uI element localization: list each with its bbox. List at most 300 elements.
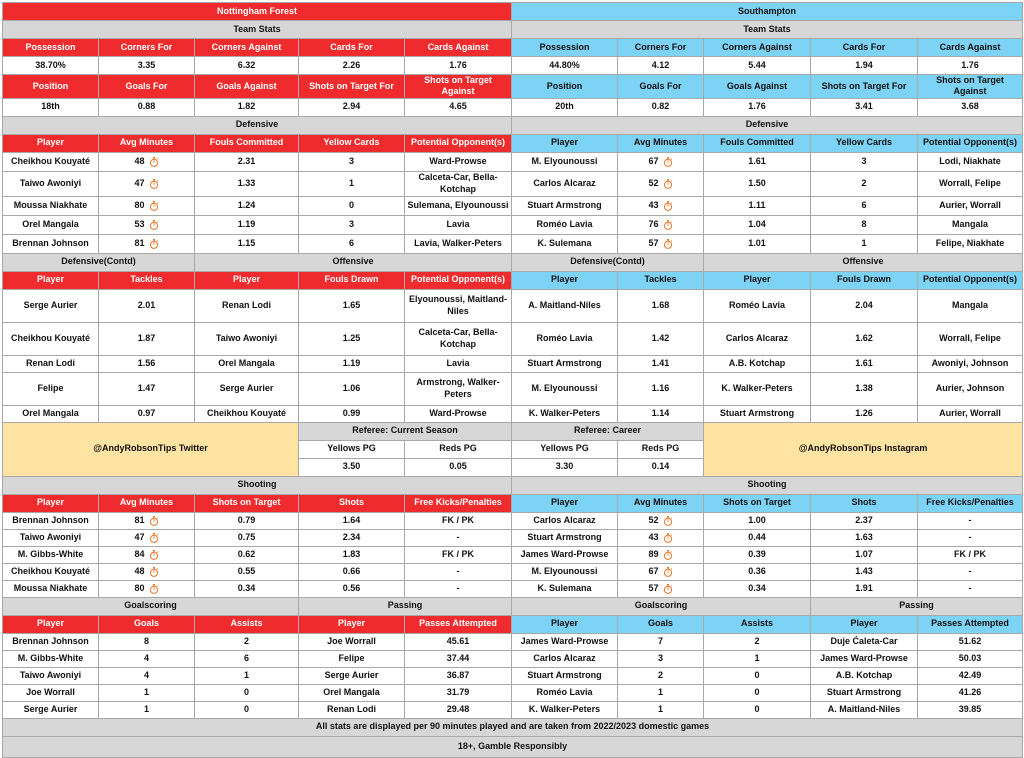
avg-minutes-value: 43 xyxy=(648,531,659,542)
corners-for-header: Corners For xyxy=(618,39,704,57)
home-team-stats-heading: Team Stats xyxy=(3,21,512,39)
avg-minutes-value: 84 xyxy=(134,548,145,559)
potential-opponents: Mangala xyxy=(918,215,1023,234)
shots: 0.56 xyxy=(299,580,405,597)
passes-attempted-value: 39.85 xyxy=(918,701,1023,718)
tackles-value: 0.97 xyxy=(99,405,195,422)
tackles-value: 2.01 xyxy=(99,289,195,322)
avg-minutes-value: 53 xyxy=(134,218,145,229)
stopwatch-icon xyxy=(149,220,159,230)
cards-for-header: Cards For xyxy=(811,39,918,57)
avg-minutes-value: 47 xyxy=(134,531,145,542)
shots: 1.63 xyxy=(811,529,918,546)
away-offensive-heading: Offensive xyxy=(704,253,1023,271)
player-name: Stuart Armstrong xyxy=(512,667,618,684)
player-name: Renan Lodi xyxy=(195,289,299,322)
assists-header: Assists xyxy=(195,615,299,633)
avg-minutes xyxy=(618,171,704,196)
away-goals-for: 0.82 xyxy=(618,98,704,116)
passes-attempted-value: 45.61 xyxy=(405,633,512,650)
avg-minutes xyxy=(99,563,195,580)
assists-value: 1 xyxy=(704,650,811,667)
table-row xyxy=(3,667,1023,684)
shots: 2.34 xyxy=(299,529,405,546)
position-header: Position xyxy=(512,75,618,99)
stopwatch-icon xyxy=(149,516,159,526)
cards-for-header: Cards For xyxy=(299,39,405,57)
shots-on-target: 0.36 xyxy=(704,563,811,580)
passes-attempted-value: 37.44 xyxy=(405,650,512,667)
fouls-drawn-value: 1.06 xyxy=(299,372,405,405)
player-name: Joe Worrall xyxy=(299,633,405,650)
table-row xyxy=(3,322,1023,355)
player-name: Carlos Alcaraz xyxy=(704,322,811,355)
possession-header: Possession xyxy=(512,39,618,57)
free-kicks-penalties: - xyxy=(918,580,1023,597)
fouls-drawn-value: 1.65 xyxy=(299,289,405,322)
table-row xyxy=(3,563,1023,580)
avg-minutes-value: 57 xyxy=(648,237,659,248)
avg-minutes-value: 81 xyxy=(134,514,145,525)
stopwatch-icon xyxy=(663,201,673,211)
shots: 1.91 xyxy=(811,580,918,597)
instagram-handle: @AndyRobsonTips Instagram xyxy=(704,422,1023,476)
table-row xyxy=(3,152,1023,171)
away-goals-against: 1.76 xyxy=(704,98,811,116)
passes-attempted-value: 31.79 xyxy=(405,684,512,701)
player-name: Roméo Lavia xyxy=(512,684,618,701)
shots-on-target: 0.34 xyxy=(704,580,811,597)
assists-value: 0 xyxy=(704,684,811,701)
table-row xyxy=(3,684,1023,701)
table-row xyxy=(3,494,1023,512)
avg-minutes xyxy=(99,215,195,234)
potential-opponents: Aurier, Johnson xyxy=(918,372,1023,405)
table-row xyxy=(3,422,1023,440)
assists-value: 0 xyxy=(195,701,299,718)
avg-minutes-value: 67 xyxy=(648,155,659,166)
potential-opponents-header: Potential Opponent(s) xyxy=(918,271,1023,289)
avg-minutes-header: Avg Minutes xyxy=(99,494,195,512)
avg-minutes xyxy=(618,152,704,171)
goals-value: 2 xyxy=(618,667,704,684)
free-kicks-penalties: - xyxy=(405,580,512,597)
player-name: Taiwo Awoniyi xyxy=(3,529,99,546)
player-name: James Ward-Prowse xyxy=(512,546,618,563)
avg-minutes xyxy=(618,546,704,563)
goals-value: 7 xyxy=(618,633,704,650)
potential-opponents-header: Potential Opponent(s) xyxy=(405,271,512,289)
goals-value: 1 xyxy=(618,701,704,718)
player-name: Stuart Armstrong xyxy=(811,684,918,701)
player-header: Player xyxy=(512,615,618,633)
shots-header: Shots xyxy=(811,494,918,512)
player-header: Player xyxy=(3,134,99,152)
table-row xyxy=(3,355,1023,372)
fouls-committed: 1.01 xyxy=(704,234,811,253)
player-name: A. Maitland-Niles xyxy=(512,289,618,322)
assists-value: 0 xyxy=(195,684,299,701)
assists-value: 0 xyxy=(704,701,811,718)
potential-opponents: Lavia xyxy=(405,355,512,372)
stopwatch-icon xyxy=(149,179,159,189)
table-row xyxy=(3,615,1023,633)
reds-pg-label: Reds PG xyxy=(618,440,704,458)
potential-opponents: Calceta-Car, Bella-Kotchap xyxy=(405,322,512,355)
potential-opponents-header: Potential Opponent(s) xyxy=(405,134,512,152)
player-name: Moussa Niakhate xyxy=(3,580,99,597)
away-defensive-contd-heading: Defensive(Contd) xyxy=(512,253,704,271)
fouls-drawn-value: 1.62 xyxy=(811,322,918,355)
player-name: Carlos Alcaraz xyxy=(512,650,618,667)
tackles-value: 1.68 xyxy=(618,289,704,322)
player-header: Player xyxy=(3,271,99,289)
free-kicks-penalties: FK / PK xyxy=(918,546,1023,563)
potential-opponents: Lavia xyxy=(405,215,512,234)
shots-on-target-for-header: Shots on Target For xyxy=(299,75,405,99)
shots-on-target-header: Shots on Target xyxy=(704,494,811,512)
player-name: Orel Mangala xyxy=(3,215,99,234)
player-name: Serge Aurier xyxy=(299,667,405,684)
cards-against-header: Cards Against xyxy=(918,39,1023,57)
away-shooting-heading: Shooting xyxy=(512,476,1023,494)
potential-opponents: Worrall, Felipe xyxy=(918,322,1023,355)
player-name: K. Sulemana xyxy=(512,234,618,253)
potential-opponents: Felipe, Niakhate xyxy=(918,234,1023,253)
yellow-cards: 2 xyxy=(811,171,918,196)
free-kicks-header: Free Kicks/Penalties xyxy=(918,494,1023,512)
player-header: Player xyxy=(3,494,99,512)
player-header: Player xyxy=(811,615,918,633)
avg-minutes-value: 52 xyxy=(648,177,659,188)
stopwatch-icon xyxy=(149,201,159,211)
table-row xyxy=(3,529,1023,546)
potential-opponents: Awoniyi, Johnson xyxy=(918,355,1023,372)
stopwatch-icon xyxy=(149,550,159,560)
table-row xyxy=(3,650,1023,667)
table-row xyxy=(3,116,1023,134)
free-kicks-penalties: FK / PK xyxy=(405,546,512,563)
player-name: K. Sulemana xyxy=(512,580,618,597)
shots: 1.07 xyxy=(811,546,918,563)
fouls-committed: 2.31 xyxy=(195,152,299,171)
table-row xyxy=(3,597,1023,615)
yellow-cards: 3 xyxy=(299,152,405,171)
avg-minutes-value: 43 xyxy=(648,199,659,210)
potential-opponents: Ward-Prowse xyxy=(405,405,512,422)
footer-row xyxy=(3,736,1023,757)
table-row xyxy=(3,271,1023,289)
player-name: Cheikhou Kouyaté xyxy=(3,152,99,171)
player-name: M. Elyounoussi xyxy=(512,563,618,580)
home-passing-heading: Passing xyxy=(299,597,512,615)
avg-minutes-value: 67 xyxy=(648,565,659,576)
goals-value: 8 xyxy=(99,633,195,650)
player-name: Duje Ćaleta-Car xyxy=(811,633,918,650)
corners-against-header: Corners Against xyxy=(704,39,811,57)
away-cards-for: 1.94 xyxy=(811,57,918,75)
player-header: Player xyxy=(704,271,811,289)
yellow-cards: 8 xyxy=(811,215,918,234)
assists-value: 0 xyxy=(704,667,811,684)
player-name: M. Gibbs-White xyxy=(3,546,99,563)
player-name: M. Gibbs-White xyxy=(3,650,99,667)
tackles-header: Tackles xyxy=(618,271,704,289)
player-name: Taiwo Awoniyi xyxy=(3,667,99,684)
avg-minutes xyxy=(618,580,704,597)
player-name: Orel Mangala xyxy=(299,684,405,701)
stopwatch-icon xyxy=(663,550,673,560)
fouls-drawn-value: 1.61 xyxy=(811,355,918,372)
player-name: Carlos Alcaraz xyxy=(512,171,618,196)
fouls-committed: 1.04 xyxy=(704,215,811,234)
away-passing-heading: Passing xyxy=(811,597,1023,615)
player-name: Roméo Lavia xyxy=(704,289,811,322)
passes-attempted-value: 50.03 xyxy=(918,650,1023,667)
tackles-value: 1.87 xyxy=(99,322,195,355)
home-position: 18th xyxy=(3,98,99,116)
passes-attempted-value: 42.49 xyxy=(918,667,1023,684)
fouls-drawn-value: 0.99 xyxy=(299,405,405,422)
free-kicks-penalties: - xyxy=(918,563,1023,580)
player-header: Player xyxy=(512,271,618,289)
table-row xyxy=(3,171,1023,196)
player-name: Stuart Armstrong xyxy=(512,529,618,546)
stopwatch-icon xyxy=(663,533,673,543)
potential-opponents: Mangala xyxy=(918,289,1023,322)
table-row xyxy=(3,39,1023,57)
stopwatch-icon xyxy=(149,567,159,577)
tackles-value: 1.47 xyxy=(99,372,195,405)
table-row xyxy=(3,98,1023,116)
fouls-committed: 1.19 xyxy=(195,215,299,234)
player-name: Cheikhou Kouyaté xyxy=(3,322,99,355)
potential-opponents: Sulemana, Elyounoussi xyxy=(405,196,512,215)
fouls-drawn-value: 1.26 xyxy=(811,405,918,422)
away-sot-against: 3.68 xyxy=(918,98,1023,116)
table-row xyxy=(3,196,1023,215)
away-possession: 44.80% xyxy=(512,57,618,75)
avg-minutes-value: 48 xyxy=(134,565,145,576)
table-row xyxy=(3,633,1023,650)
cards-against-header: Cards Against xyxy=(405,39,512,57)
player-name: Cheikhou Kouyaté xyxy=(195,405,299,422)
table-row xyxy=(3,405,1023,422)
avg-minutes xyxy=(618,234,704,253)
home-sot-against: 4.65 xyxy=(405,98,512,116)
yellow-cards: 6 xyxy=(299,234,405,253)
player-name: Cheikhou Kouyaté xyxy=(3,563,99,580)
player-name: Stuart Armstrong xyxy=(512,355,618,372)
passes-attempted-header: Passes Attempted xyxy=(405,615,512,633)
table-row xyxy=(3,215,1023,234)
assists-value: 2 xyxy=(195,633,299,650)
potential-opponents-header: Potential Opponent(s) xyxy=(918,134,1023,152)
player-name: James Ward-Prowse xyxy=(512,633,618,650)
free-kicks-penalties: FK / PK xyxy=(405,512,512,529)
goals-for-header: Goals For xyxy=(99,75,195,99)
player-name: Serge Aurier xyxy=(3,289,99,322)
fouls-drawn-header: Fouls Drawn xyxy=(811,271,918,289)
potential-opponents: Armstrong, Walker-Peters xyxy=(405,372,512,405)
fouls-committed-header: Fouls Committed xyxy=(195,134,299,152)
tackles-value: 1.41 xyxy=(618,355,704,372)
player-name: Roméo Lavia xyxy=(512,322,618,355)
match-stats-table xyxy=(2,2,1023,758)
free-kicks-header: Free Kicks/Penalties xyxy=(405,494,512,512)
home-shooting-heading: Shooting xyxy=(3,476,512,494)
shots-on-target: 0.34 xyxy=(195,580,299,597)
avg-minutes-value: 81 xyxy=(134,237,145,248)
fouls-committed-header: Fouls Committed xyxy=(704,134,811,152)
potential-opponents: Lodi, Niakhate xyxy=(918,152,1023,171)
player-name: Brennan Johnson xyxy=(3,234,99,253)
player-name: Orel Mangala xyxy=(3,405,99,422)
away-position: 20th xyxy=(512,98,618,116)
goals-value: 1 xyxy=(99,701,195,718)
shots-on-target: 0.44 xyxy=(704,529,811,546)
avg-minutes-value: 80 xyxy=(134,199,145,210)
avg-minutes-value: 57 xyxy=(648,582,659,593)
shots-header: Shots xyxy=(299,494,405,512)
position-header: Position xyxy=(3,75,99,99)
player-name: A.B. Kotchap xyxy=(704,355,811,372)
player-header: Player xyxy=(512,134,618,152)
player-name: Orel Mangala xyxy=(195,355,299,372)
player-name: Serge Aurier xyxy=(195,372,299,405)
player-name: Renan Lodi xyxy=(299,701,405,718)
player-name: A.B. Kotchap xyxy=(811,667,918,684)
avg-minutes xyxy=(99,234,195,253)
goals-against-header: Goals Against xyxy=(704,75,811,99)
fouls-committed: 1.24 xyxy=(195,196,299,215)
home-defensive-heading: Defensive xyxy=(3,116,512,134)
potential-opponents: Ward-Prowse xyxy=(405,152,512,171)
player-name: Joe Worrall xyxy=(3,684,99,701)
home-cards-against: 1.76 xyxy=(405,57,512,75)
player-name: Roméo Lavia xyxy=(512,215,618,234)
gamble-responsibly-note: 18+, Gamble Responsibly xyxy=(3,736,1023,757)
shots-on-target-for-header: Shots on Target For xyxy=(811,75,918,99)
player-name: Taiwo Awoniyi xyxy=(195,322,299,355)
referee-current-reds: 0.05 xyxy=(405,458,512,476)
table-row xyxy=(3,476,1023,494)
home-team-title: Nottingham Forest xyxy=(3,3,512,21)
twitter-handle: @AndyRobsonTips Twitter xyxy=(3,422,299,476)
goals-value: 3 xyxy=(618,650,704,667)
passes-attempted-value: 36.87 xyxy=(405,667,512,684)
footer-row xyxy=(3,718,1023,736)
potential-opponents: Aurier, Worrall xyxy=(918,405,1023,422)
fouls-drawn-value: 1.19 xyxy=(299,355,405,372)
avg-minutes xyxy=(99,546,195,563)
passes-attempted-value: 41.26 xyxy=(918,684,1023,701)
footer-note: All stats are displayed per 90 minutes played and are taken from 2022/2023 domestic games xyxy=(3,718,1023,736)
corners-for-header: Corners For xyxy=(99,39,195,57)
referee-current-heading: Referee: Current Season xyxy=(299,422,512,440)
goals-value: 1 xyxy=(99,684,195,701)
free-kicks-penalties: - xyxy=(918,512,1023,529)
corners-against-header: Corners Against xyxy=(195,39,299,57)
potential-opponents: Worrall, Felipe xyxy=(918,171,1023,196)
avg-minutes xyxy=(618,512,704,529)
assists-value: 1 xyxy=(195,667,299,684)
assists-value: 6 xyxy=(195,650,299,667)
player-name: Brennan Johnson xyxy=(3,633,99,650)
fouls-drawn-header: Fouls Drawn xyxy=(299,271,405,289)
stopwatch-icon xyxy=(663,567,673,577)
yellow-cards: 3 xyxy=(811,152,918,171)
referee-current-yellows: 3.50 xyxy=(299,458,405,476)
away-corners-against: 5.44 xyxy=(704,57,811,75)
player-name: M. Elyounoussi xyxy=(512,152,618,171)
shots: 1.64 xyxy=(299,512,405,529)
table-row xyxy=(3,234,1023,253)
shots-on-target: 0.79 xyxy=(195,512,299,529)
shots-on-target: 0.55 xyxy=(195,563,299,580)
home-goalscoring-heading: Goalscoring xyxy=(3,597,299,615)
table-row xyxy=(3,253,1023,271)
player-header: Player xyxy=(3,615,99,633)
home-goals-against: 1.82 xyxy=(195,98,299,116)
away-goalscoring-heading: Goalscoring xyxy=(512,597,811,615)
player-name: Serge Aurier xyxy=(3,701,99,718)
avg-minutes xyxy=(99,580,195,597)
free-kicks-penalties: - xyxy=(405,529,512,546)
avg-minutes-header: Avg Minutes xyxy=(618,494,704,512)
goals-value: 4 xyxy=(99,650,195,667)
home-defensive-contd-heading: Defensive(Contd) xyxy=(3,253,195,271)
stopwatch-icon xyxy=(663,157,673,167)
avg-minutes-value: 48 xyxy=(134,155,145,166)
player-name: Stuart Armstrong xyxy=(704,405,811,422)
home-cards-for: 2.26 xyxy=(299,57,405,75)
potential-opponents: Elyounoussi, Maitland-Niles xyxy=(405,289,512,322)
tackles-value: 1.42 xyxy=(618,322,704,355)
avg-minutes xyxy=(99,196,195,215)
shots: 1.43 xyxy=(811,563,918,580)
stopwatch-icon xyxy=(663,516,673,526)
goals-value: 4 xyxy=(99,667,195,684)
yellow-cards: 0 xyxy=(299,196,405,215)
table-row xyxy=(3,546,1023,563)
stopwatch-icon xyxy=(149,157,159,167)
stopwatch-icon xyxy=(663,220,673,230)
away-team-title: Southampton xyxy=(512,3,1023,21)
stopwatch-icon xyxy=(663,239,673,249)
yellows-pg-label: Yellows PG xyxy=(299,440,405,458)
player-name: Stuart Armstrong xyxy=(512,196,618,215)
potential-opponents: Aurier, Worrall xyxy=(918,196,1023,215)
shots-on-target: 0.75 xyxy=(195,529,299,546)
player-name: A. Maitland-Niles xyxy=(811,701,918,718)
goals-header: Goals xyxy=(618,615,704,633)
player-name: K. Walker-Peters xyxy=(704,372,811,405)
yellow-cards: 6 xyxy=(811,196,918,215)
fouls-committed: 1.50 xyxy=(704,171,811,196)
goals-value: 1 xyxy=(618,684,704,701)
table-row xyxy=(3,289,1023,322)
table-row xyxy=(3,512,1023,529)
away-team-stats-heading: Team Stats xyxy=(512,21,1023,39)
fouls-drawn-value: 1.25 xyxy=(299,322,405,355)
away-corners-for: 4.12 xyxy=(618,57,704,75)
tackles-value: 1.56 xyxy=(99,355,195,372)
away-sot-for: 3.41 xyxy=(811,98,918,116)
player-name: Moussa Niakhate xyxy=(3,196,99,215)
yellow-cards-header: Yellow Cards xyxy=(299,134,405,152)
player-name: Brennan Johnson xyxy=(3,512,99,529)
